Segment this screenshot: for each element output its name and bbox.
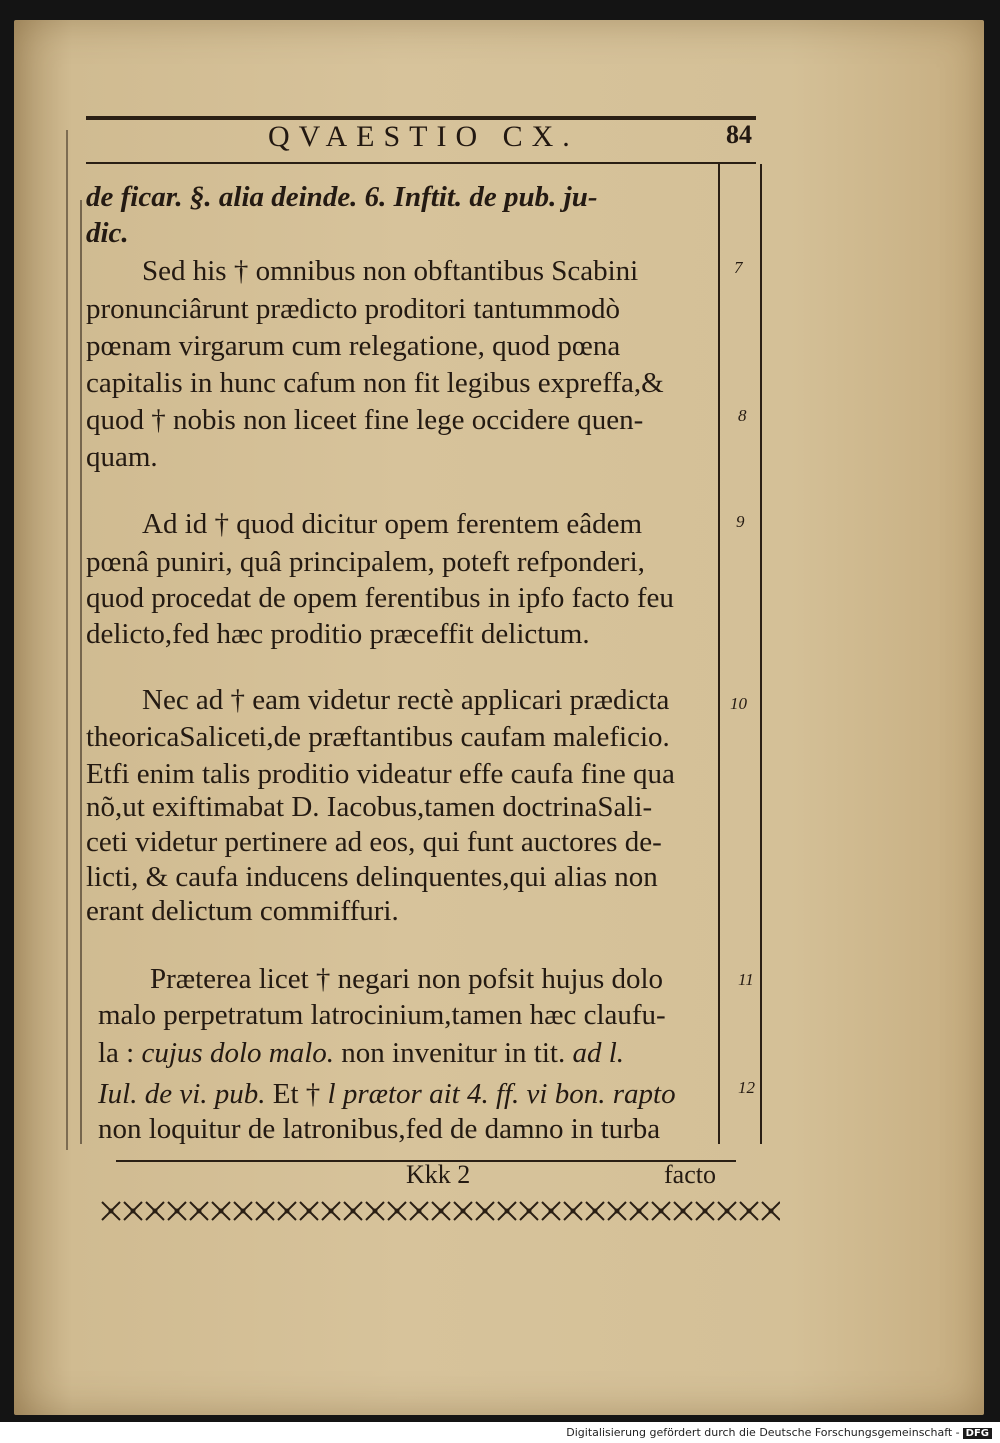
text-line: Etfi enim talis proditio videatur effe caufa fine qua: [86, 758, 675, 790]
citation: ad l.: [572, 1037, 625, 1069]
citation: cujus dolo malo.: [141, 1037, 335, 1069]
text-line: quod † nobis non liceet fine lege occidere quen-: [86, 404, 644, 436]
citation: l prætor ait 4. ff. vi bon. rapto: [327, 1078, 676, 1110]
margin-note: 12: [738, 1078, 755, 1097]
text-line: theoricaSaliceti,de præftantibus caufam maleficio.: [86, 721, 670, 753]
text-line: pœnam virgarum cum relegatione, quod pœna: [86, 330, 621, 362]
text-line: capitalis in hunc cafum non fit legibus expreffa,&: [86, 367, 664, 399]
margin-note: 10: [730, 694, 747, 713]
margin-right-rule: [760, 164, 762, 1144]
catchword: facto: [664, 1160, 716, 1189]
text-line: malo perpetratum latrocinium,tamen hæc claufu-: [98, 999, 666, 1031]
running-head: QVAESTIO CX.: [268, 120, 579, 153]
text-segment: non invenitur in tit.: [334, 1037, 573, 1069]
text-line: [98, 1077, 676, 1111]
text-line: [98, 1036, 624, 1070]
margin-note: 9: [736, 512, 745, 531]
page-number: 84: [726, 120, 752, 149]
text-line: non loquitur de latronibus,fed de damno in turba: [98, 1113, 661, 1145]
text-line: Præterea licet † negari non pofsit hujus dolo: [150, 963, 664, 995]
signature-mark: Kkk 2: [406, 1160, 471, 1189]
text-segment: la :: [98, 1037, 142, 1069]
dfg-logo: DFG: [963, 1428, 992, 1439]
ornament-border: [100, 1198, 780, 1224]
text-line: delicto,fed hæc proditio præceffit delictum.: [86, 618, 590, 650]
text-line: pronunciârunt prædicto proditori tantummodò: [86, 293, 620, 325]
credit-line: [566, 1426, 992, 1439]
text-line: nõ,ut exiftimabat D. Iacobus,tamen doctrinaSali-: [86, 791, 653, 823]
text-line: Nec ad † eam videtur rectè applicari prædicta: [142, 684, 670, 716]
text-line: quam.: [86, 441, 158, 473]
text-line: Ad id † quod dicitur opem ferentem eâdem: [142, 508, 643, 540]
text-line: quod procedat de opem ferentibus in ipfo facto feu: [86, 582, 674, 614]
text-line: dic.: [86, 217, 129, 249]
text-line: licti, & caufa inducens delinquentes,qui alias non: [86, 861, 658, 893]
header-rule-bottom: [86, 162, 756, 164]
text-left-rule: [80, 200, 82, 1144]
text-line: Sed his † omnibus non obftantibus Scabini: [142, 255, 639, 287]
text-line: pœnâ puniri, quâ principalem, poteft refponderi,: [86, 546, 645, 578]
outer-left-rule: [66, 130, 68, 1150]
text-line: de ficar. §. alia deinde. 6. Inftit. de pub. ju-: [86, 181, 598, 213]
margin-note: 7: [734, 258, 743, 277]
citation: Iul. de vi. pub.: [98, 1078, 266, 1110]
credit-text: Digitalisierung gefördert durch die Deutsche Forschungsgemeinschaft -: [566, 1426, 960, 1439]
margin-note: 11: [738, 970, 754, 989]
margin-note: 8: [738, 406, 747, 425]
text-right-rule: [718, 164, 720, 1144]
text-line: erant delictum commiffuri.: [86, 895, 399, 927]
text-segment: Et †: [265, 1078, 328, 1110]
text-line: ceti videtur pertinere ad eos, qui funt auctores de-: [86, 826, 662, 858]
